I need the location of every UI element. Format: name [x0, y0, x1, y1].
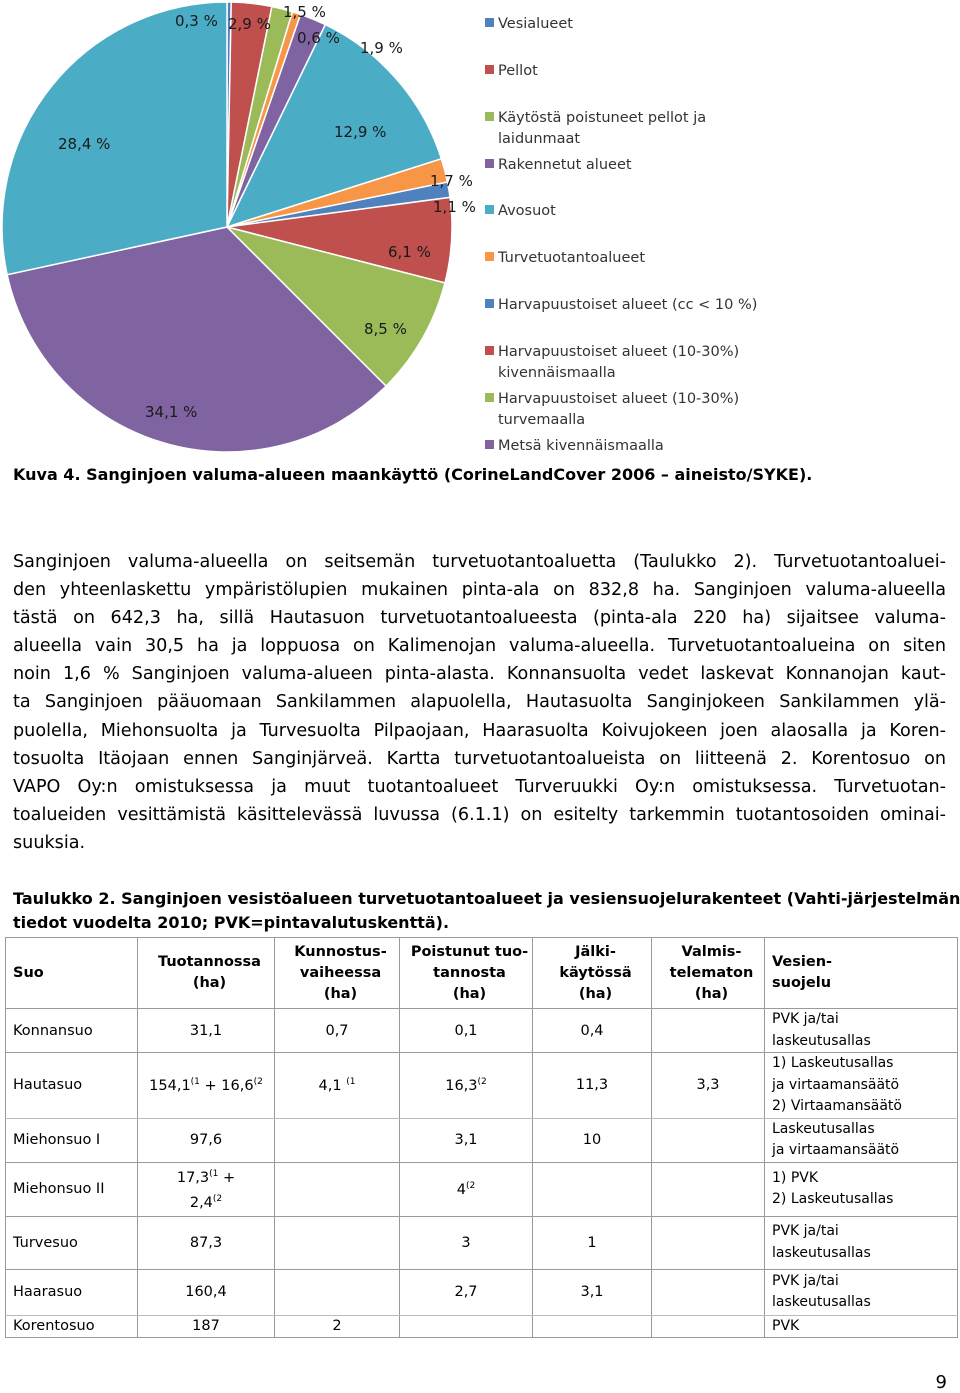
- cell-valmistelematon: [652, 1162, 765, 1216]
- slice-label-small-orange: 0,6 %: [297, 29, 340, 47]
- paragraph-line: tästä on 642,3 ha, sillä Hautasuon turvetuotantoalueesta (pinta-ala 220 ha) sijaitsee valuma-: [13, 608, 946, 629]
- cell-jalkikaytossa: 0,4: [533, 1009, 652, 1053]
- legend-label-vesialueet: Vesialueet: [498, 16, 573, 32]
- cell-kunnostus: [275, 1118, 400, 1162]
- header-suo: Suo: [6, 938, 138, 1009]
- figure-caption: Kuva 4. Sanginjoen valuma-alueen maankäyttö (CorineLandCover 2006 – aineisto/SYKE).: [13, 465, 813, 484]
- legend-label-kaytosta-1: Käytöstä poistuneet pellot ja: [498, 110, 707, 126]
- slice-label-metsa-kivennais: 34,1 %: [145, 403, 198, 421]
- slice-label-metsa-turve: 28,4 %: [58, 135, 111, 153]
- legend-label-kaytosta-2: laidunmaat: [498, 131, 581, 147]
- cell-jalkikaytossa: [533, 1315, 652, 1338]
- cell-valmistelematon: 3,3: [652, 1053, 765, 1119]
- legend-swatch: [485, 252, 494, 261]
- cell-tuotannossa: 87,3: [138, 1216, 275, 1269]
- cell-vesiensuojelu: PVK ja/tai laskeutusallas: [765, 1269, 958, 1315]
- cell-kunnostus: 0,7: [275, 1009, 400, 1053]
- cell-tuotannossa: 31,1: [138, 1009, 275, 1053]
- cell-vesiensuojelu: 1) Laskeutusallas ja virtaamansäätö 2) Virtaamansäätö: [765, 1053, 958, 1119]
- paragraph-line: VAPO Oy:n omistuksessa ja muut tuotantoalueet Turveruukki Oy:n omistuksessa. Turvetuotan-: [13, 776, 946, 797]
- cell-suo: Korentosuo: [6, 1315, 138, 1338]
- cell-suo: Hautasuo: [6, 1053, 138, 1119]
- header-poistunut: Poistunut tuo- tannosta (ha): [400, 938, 533, 1009]
- cell-valmistelematon: [652, 1118, 765, 1162]
- legend-label-harva-kiv-2: kivennäismaalla: [498, 365, 616, 381]
- cell-poistunut: 16,3$^{(2}$: [400, 1053, 533, 1119]
- table-header-row: [6, 938, 958, 1009]
- legend-label-turvetuotanto: Turvetuotantoalueet: [498, 250, 646, 266]
- legend-swatch: [485, 65, 494, 74]
- cell-jalkikaytossa: 11,3: [533, 1053, 652, 1119]
- slice-label-harva-turve: 8,5 %: [364, 320, 407, 338]
- header-tuotannossa: Tuotannossa (ha): [138, 938, 275, 1009]
- cell-kunnostus: 4,1 $^{(1}$: [275, 1053, 400, 1119]
- cell-kunnostus: 2: [275, 1315, 400, 1338]
- table-row: [6, 1162, 958, 1216]
- cell-vesiensuojelu: PVK: [765, 1315, 958, 1338]
- slice-label-turvetuotanto: 1,7 %: [430, 172, 473, 190]
- paragraph-line: suuksia.: [13, 832, 86, 853]
- cell-jalkikaytossa: 3,1: [533, 1269, 652, 1315]
- legend-swatch: [485, 299, 494, 308]
- cell-vesiensuojelu: PVK ja/tai laskeutusallas: [765, 1009, 958, 1053]
- chart-legend: [485, 16, 757, 454]
- cell-vesiensuojelu: Laskeutusallas ja virtaamansäätö: [765, 1118, 958, 1162]
- cell-tuotannossa: $17,3^{(1}$ + $2,4^{(2}$: [138, 1162, 275, 1216]
- cell-tuotannossa: 97,6: [138, 1118, 275, 1162]
- paragraph-line: noin 1,6 % Sanginjoen valuma-alueen pinta-alasta. Konnansuolta vedet laskevat Konnanojan kaut-: [13, 664, 946, 685]
- slice-label-harvapuustoiset-cc10: 1,1 %: [433, 198, 476, 216]
- slice-label-kaytosta-poistuneet: 1,5 %: [283, 3, 326, 21]
- slice-label-vesialueet: 0,3 %: [175, 12, 218, 30]
- paragraph-line: alueella vain 30,5 ha ja loppuosa on Kalimenojan valuma-alueella. Turvetuotantoalueina on siten: [13, 636, 946, 657]
- legend-swatch: [485, 112, 494, 121]
- legend-label-pellot: Pellot: [498, 63, 538, 79]
- legend-swatch: [485, 18, 494, 27]
- cell-poistunut: 0,1: [400, 1009, 533, 1053]
- legend-swatch: [485, 393, 494, 402]
- table-row: [6, 1053, 958, 1119]
- legend-label-harva-kiv-1: Harvapuustoiset alueet (10-30%): [498, 344, 740, 360]
- cell-poistunut: 2,7: [400, 1269, 533, 1315]
- legend-label-harva-turve-1: Harvapuustoiset alueet (10-30%): [498, 391, 740, 407]
- header-kunnostus: Kunnostus- vaiheessa (ha): [275, 938, 400, 1009]
- table-row: [6, 1315, 958, 1338]
- cell-kunnostus: [275, 1269, 400, 1315]
- legend-swatch: [485, 346, 494, 355]
- cell-suo: Haarasuo: [6, 1269, 138, 1315]
- cell-suo: Miehonsuo II: [6, 1162, 138, 1216]
- cell-jalkikaytossa: 10: [533, 1118, 652, 1162]
- slice-label-avosuot: 12,9 %: [334, 123, 387, 141]
- table-row: [6, 1216, 958, 1269]
- cell-poistunut: [400, 1315, 533, 1338]
- cell-tuotannossa: 187: [138, 1315, 275, 1338]
- cell-valmistelematon: [652, 1315, 765, 1338]
- body-paragraph: [13, 548, 946, 857]
- table-caption-line: Taulukko 2. Sanginjoen vesistöalueen turvetuotantoalueet ja vesiensuojelurakenteet (Vahti-järjestelmän: [13, 889, 960, 908]
- table-caption-line: tiedot vuodelta 2010; PVK=pintavalutuskenttä).: [13, 913, 450, 932]
- cell-valmistelematon: [652, 1269, 765, 1315]
- cell-vesiensuojelu: PVK ja/tai laskeutusallas: [765, 1216, 958, 1269]
- pie-slice-11: [2, 2, 227, 275]
- paragraph-line: ta Sanginjoen pääuomaan Sankilammen alapuolella, Hautasuolta Sanginjokeen Sankilammen ylä-: [13, 692, 946, 713]
- cell-valmistelematon: [652, 1216, 765, 1269]
- cell-jalkikaytossa: 1: [533, 1216, 652, 1269]
- cell-suo: Turvesuo: [6, 1216, 138, 1269]
- page-number: 9: [935, 1372, 947, 1393]
- legend-swatch: [485, 205, 494, 214]
- legend-swatch: [485, 440, 494, 449]
- table-caption: [13, 887, 960, 935]
- cell-poistunut: 3,1: [400, 1118, 533, 1162]
- header-vesiensuojelu: Vesien- suojelu: [765, 938, 958, 1009]
- cell-suo: Konnansuo: [6, 1009, 138, 1053]
- cell-poistunut: 3: [400, 1216, 533, 1269]
- slice-label-pellot: 2,9 %: [228, 15, 271, 33]
- legend-label-metsa-kiv: Metsä kivennäismaalla: [498, 438, 664, 454]
- header-jalkikaytossa: Jälki- käytössä (ha): [533, 938, 652, 1009]
- cell-poistunut: 4$^{(2}$: [400, 1162, 533, 1216]
- legend-swatch: [485, 159, 494, 168]
- table-row: [6, 1009, 958, 1053]
- header-valmistelematon: Valmis- telematon (ha): [652, 938, 765, 1009]
- slice-label-harva-kivennais: 6,1 %: [388, 243, 431, 261]
- cell-tuotannossa: 160,4: [138, 1269, 275, 1315]
- cell-vesiensuojelu: 1) PVK 2) Laskeutusallas: [765, 1162, 958, 1216]
- table-row: [6, 1269, 958, 1315]
- cell-suo: Miehonsuo I: [6, 1118, 138, 1162]
- slice-label-rakennetut: 1,9 %: [360, 39, 403, 57]
- legend-label-rakennetut: Rakennetut alueet: [498, 157, 632, 173]
- cell-kunnostus: [275, 1216, 400, 1269]
- paragraph-line: puolella, Miehonsuolta ja Turvesuolta Pilpaojaan, Haarasuolta Koivujokeen joen alaosalla ja Koren-: [13, 720, 946, 741]
- cell-valmistelematon: [652, 1009, 765, 1053]
- legend-label-avosuot: Avosuot: [498, 203, 556, 219]
- land-use-pie-chart: [0, 0, 960, 460]
- cell-jalkikaytossa: [533, 1162, 652, 1216]
- paragraph-line: den yhteenlaskettu ympäristölupien mukainen pinta-ala on 832,8 ha. Sanginjoen valuma-alueella: [13, 580, 946, 601]
- legend-label-harva-turve-2: turvemaalla: [498, 412, 586, 428]
- cell-tuotannossa: $154,1^{(1} + 16,6^{(2}$: [138, 1053, 275, 1119]
- cell-kunnostus: [275, 1162, 400, 1216]
- pie-slices: [2, 2, 452, 452]
- paragraph-line: Sanginjoen valuma-alueella on seitsemän turvetuotantoaluetta (Taulukko 2). Turvetuotantoaluei-: [13, 552, 946, 572]
- paragraph-line: toalueiden vesittämistä käsittelevässä luvussa (6.1.1) on esitelty tarkemmin tuotantosoiden ominai-: [13, 804, 946, 825]
- paragraph-line: tosuolta Itäojaan ennen Sanginjärveä. Kartta turvetuotantoalueista on liitteenä 2. Korentosuo on: [13, 748, 946, 769]
- legend-label-harva-cc10: Harvapuustoiset alueet (cc < 10 %): [498, 297, 758, 313]
- table-row: [6, 1118, 958, 1162]
- peat-production-table: [5, 937, 958, 1338]
